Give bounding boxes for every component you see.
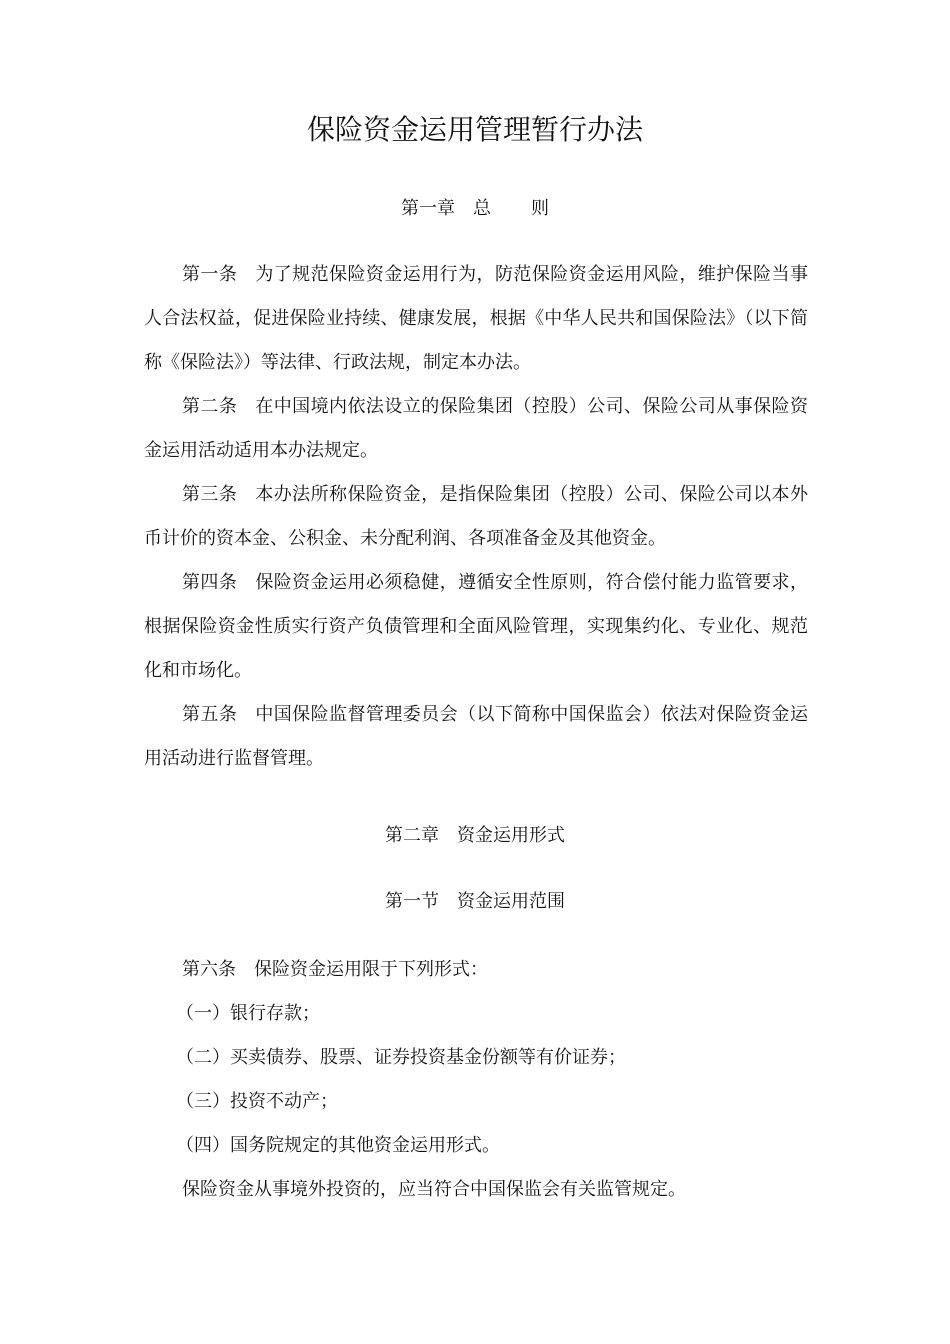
article-6-text: 保险资金运用限于下列形式： xyxy=(254,959,488,980)
chapter-2-name: 资金运用形式 xyxy=(457,825,565,846)
form-item-2: （二）买卖债券、股票、证券投资基金份额等有价证券； xyxy=(176,1047,626,1068)
form-item-4: （四）国务院规定的其他资金运用形式。 xyxy=(176,1135,500,1156)
article-1 xyxy=(144,253,808,385)
article-3-label: 第三条 xyxy=(182,484,238,505)
chapter-1-label: 第一章 xyxy=(401,198,455,219)
article-5 xyxy=(144,693,808,781)
chapter-1-name-part1: 总 xyxy=(473,198,491,219)
document-title: 保险资金运用管理暂行办法 xyxy=(306,113,643,146)
article-4-text: 保险资金运用必须稳健，遵循安全性原则，符合偿付能力监管要求，根据保险资金性质实行资产负债管理和全面风险管理，实现集约化、专业化、规范化和市场化。 xyxy=(144,572,808,681)
chapter-2-label: 第二章 xyxy=(385,825,439,846)
chapter-1-name-part2: 则 xyxy=(531,198,549,219)
article-4 xyxy=(144,561,808,693)
article-2 xyxy=(144,385,808,473)
article-2-text: 在中国境内依法设立的保险集团（控股）公司、保险公司从事保险资金运用活动适用本办法规定。 xyxy=(144,396,808,461)
chapter-2-body xyxy=(144,948,808,1212)
chapter-2-heading xyxy=(0,823,950,849)
section-1-heading xyxy=(0,889,950,915)
article-3 xyxy=(144,473,808,561)
section-1-name: 资金运用范围 xyxy=(457,891,565,912)
article-1-text: 为了规范保险资金运用行为，防范保险资金运用风险，维护保险当事人合法权益，促进保险业持续、健康发展，根据《中华人民共和国保险法》（以下简称《保险法》）等法律、行政法规，制定本办法。 xyxy=(144,264,808,373)
article-5-label: 第五条 xyxy=(182,704,238,725)
form-item-3: （三）投资不动产； xyxy=(176,1091,338,1112)
article-4-label: 第四条 xyxy=(182,572,238,593)
article-6 xyxy=(144,948,808,992)
article-6-label: 第六条 xyxy=(182,959,236,980)
closing-paragraph: 保险资金从事境外投资的，应当符合中国保监会有关监管规定。 xyxy=(182,1179,686,1200)
article-5-text: 中国保险监督管理委员会（以下简称中国保监会）依法对保险资金运用活动进行监督管理。 xyxy=(144,704,808,769)
chapter-1-body xyxy=(144,253,808,781)
chapter-1-heading xyxy=(0,196,950,222)
form-item-1: （一）银行存款； xyxy=(176,1003,320,1024)
article-3-text: 本办法所称保险资金，是指保险集团（控股）公司、保险公司以本外币计价的资本金、公积金、未分配利润、各项准备金及其他资金。 xyxy=(144,484,808,549)
article-1-label: 第一条 xyxy=(182,264,238,285)
article-2-label: 第二条 xyxy=(182,396,238,417)
section-1-label: 第一节 xyxy=(385,891,439,912)
